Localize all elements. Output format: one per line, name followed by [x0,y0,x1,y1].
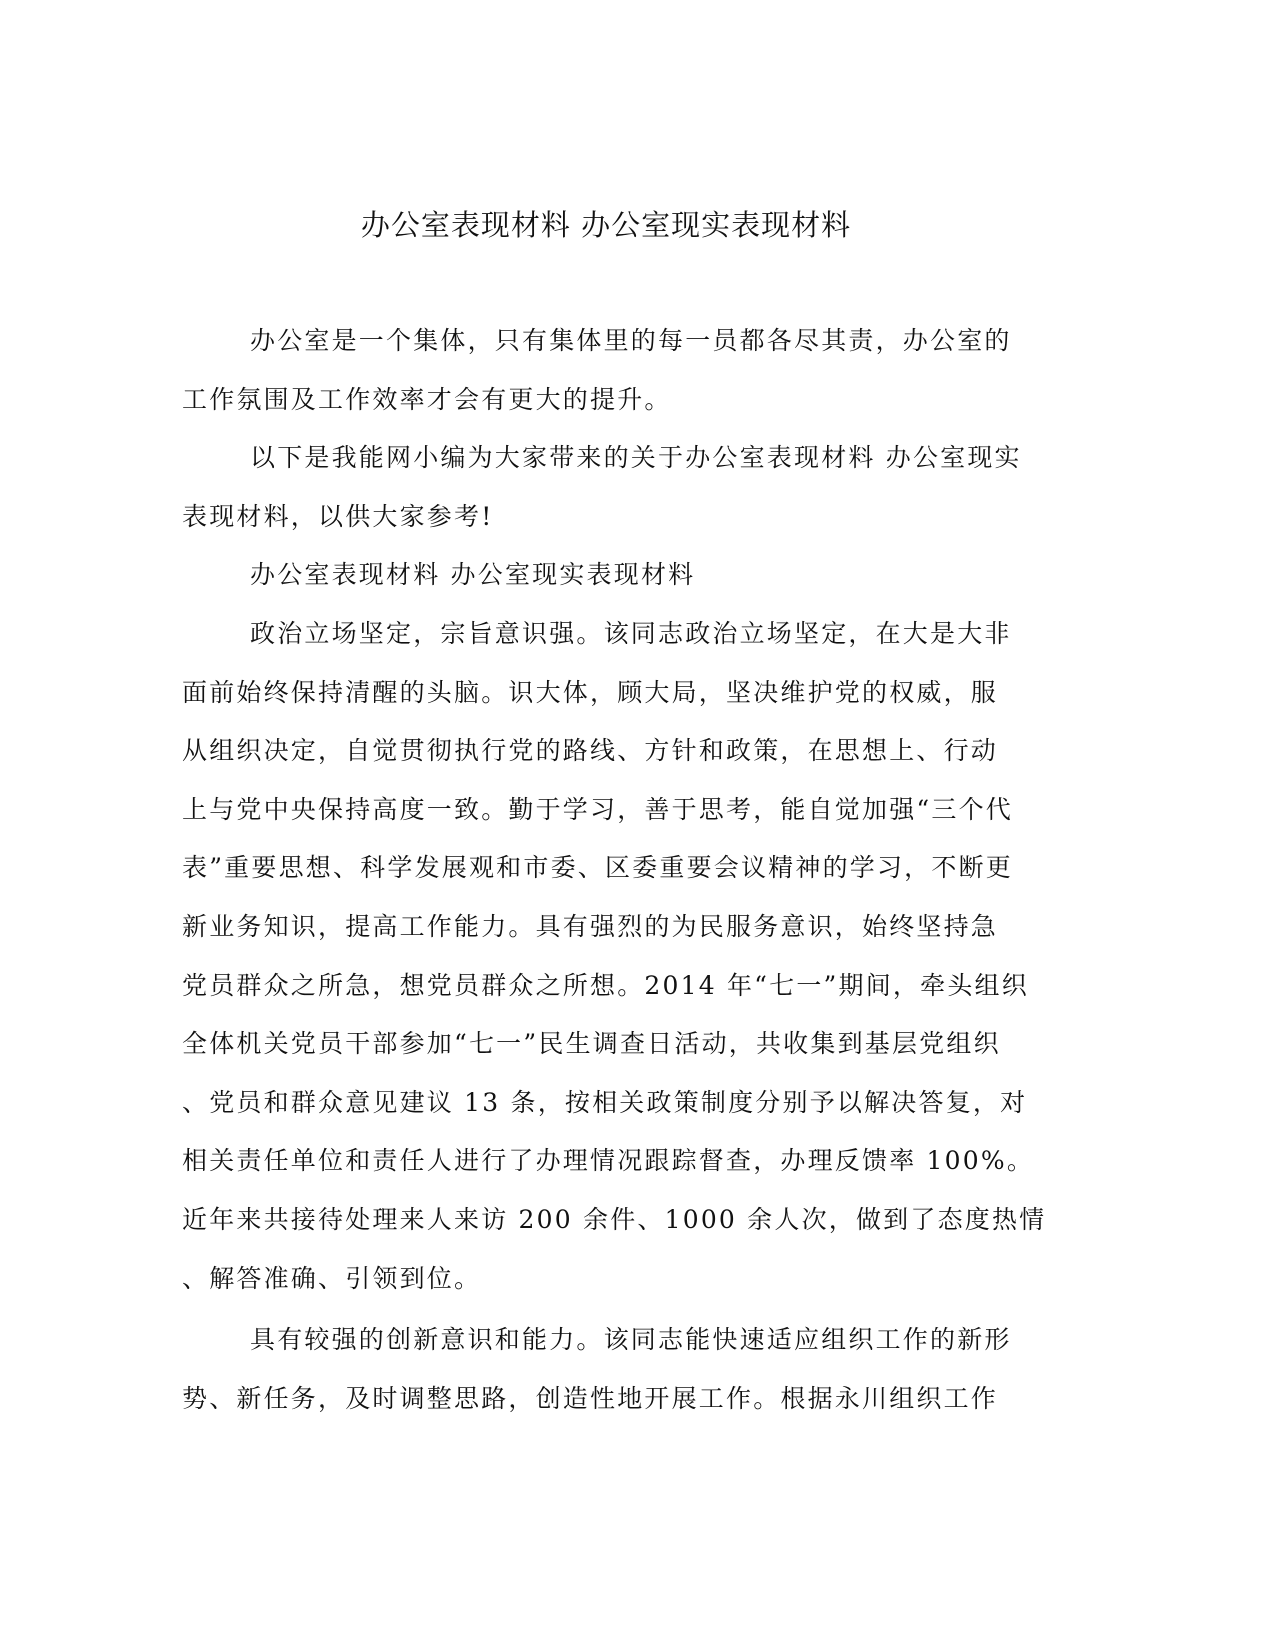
text-line: 以下是我能网小编为大家带来的关于办公室表现材料 办公室现实 [250,443,1022,473]
text-line: 面前始终保持清醒的头脑。识大体，顾大局，坚决维护党的权威，服 [182,677,999,707]
text-line: 党员群众之所急，想党员群众之所想。2014 年“七一”期间，牵头组织 [182,970,1029,1000]
paragraph [182,312,1042,429]
text-line: 具有较强的创新意识和能力。该同志能快速适应组织工作的新形 [250,1325,1012,1355]
text-line: 从组织决定，自觉贯彻执行党的路线、方针和政策，在思想上、行动 [182,736,999,766]
document-body [182,312,1047,1428]
text-line: 表现材料，以供大家参考! [182,501,494,531]
text-line: 势、新任务，及时调整思路，创造性地开展工作。根据永川组织工作 [182,1383,999,1413]
text-line: 办公室表现材料 办公室现实表现材料 [250,560,696,590]
text-line: 、解答准确、引领到位。 [182,1263,482,1293]
text-line: 近年来共接待处理来人来访 200 余件、1000 余人次，做到了态度热情 [182,1204,1047,1234]
paragraph [182,1311,1042,1428]
text-line: 政治立场坚定，宗旨意识强。该同志政治立场坚定，在大是大非 [250,618,1012,648]
text-line: 、党员和群众意见建议 13 条，按相关政策制度分别予以解决答复，对 [182,1087,1028,1117]
text-line: 新业务知识，提高工作能力。具有强烈的为民服务意识，始终坚持急 [182,911,999,941]
paragraph [182,429,1042,546]
paragraph [182,546,1042,605]
text-line: 表”重要思想、科学发展观和市委、区委重要会议精神的学习，不断更 [182,853,1013,883]
text-line: 办公室是一个集体，只有集体里的每一员都各尽其责，办公室的 [250,326,1012,355]
paragraph [182,605,1047,1308]
text-line: 工作氛围及工作效率才会有更大的提升。 [182,384,672,414]
text-line: 相关责任单位和责任人进行了办理情况跟踪督查，办理反馈率 100%。 [182,1146,1035,1176]
document-title: 办公室表现材料 办公室现实表现材料 [360,208,852,242]
text-line: 全体机关党员干部参加“七一”民生调查日活动，共收集到基层党组织 [182,1029,1001,1059]
text-line: 上与党中央保持高度一致。勤于学习，善于思考，能自觉加强“三个代 [182,794,1013,824]
